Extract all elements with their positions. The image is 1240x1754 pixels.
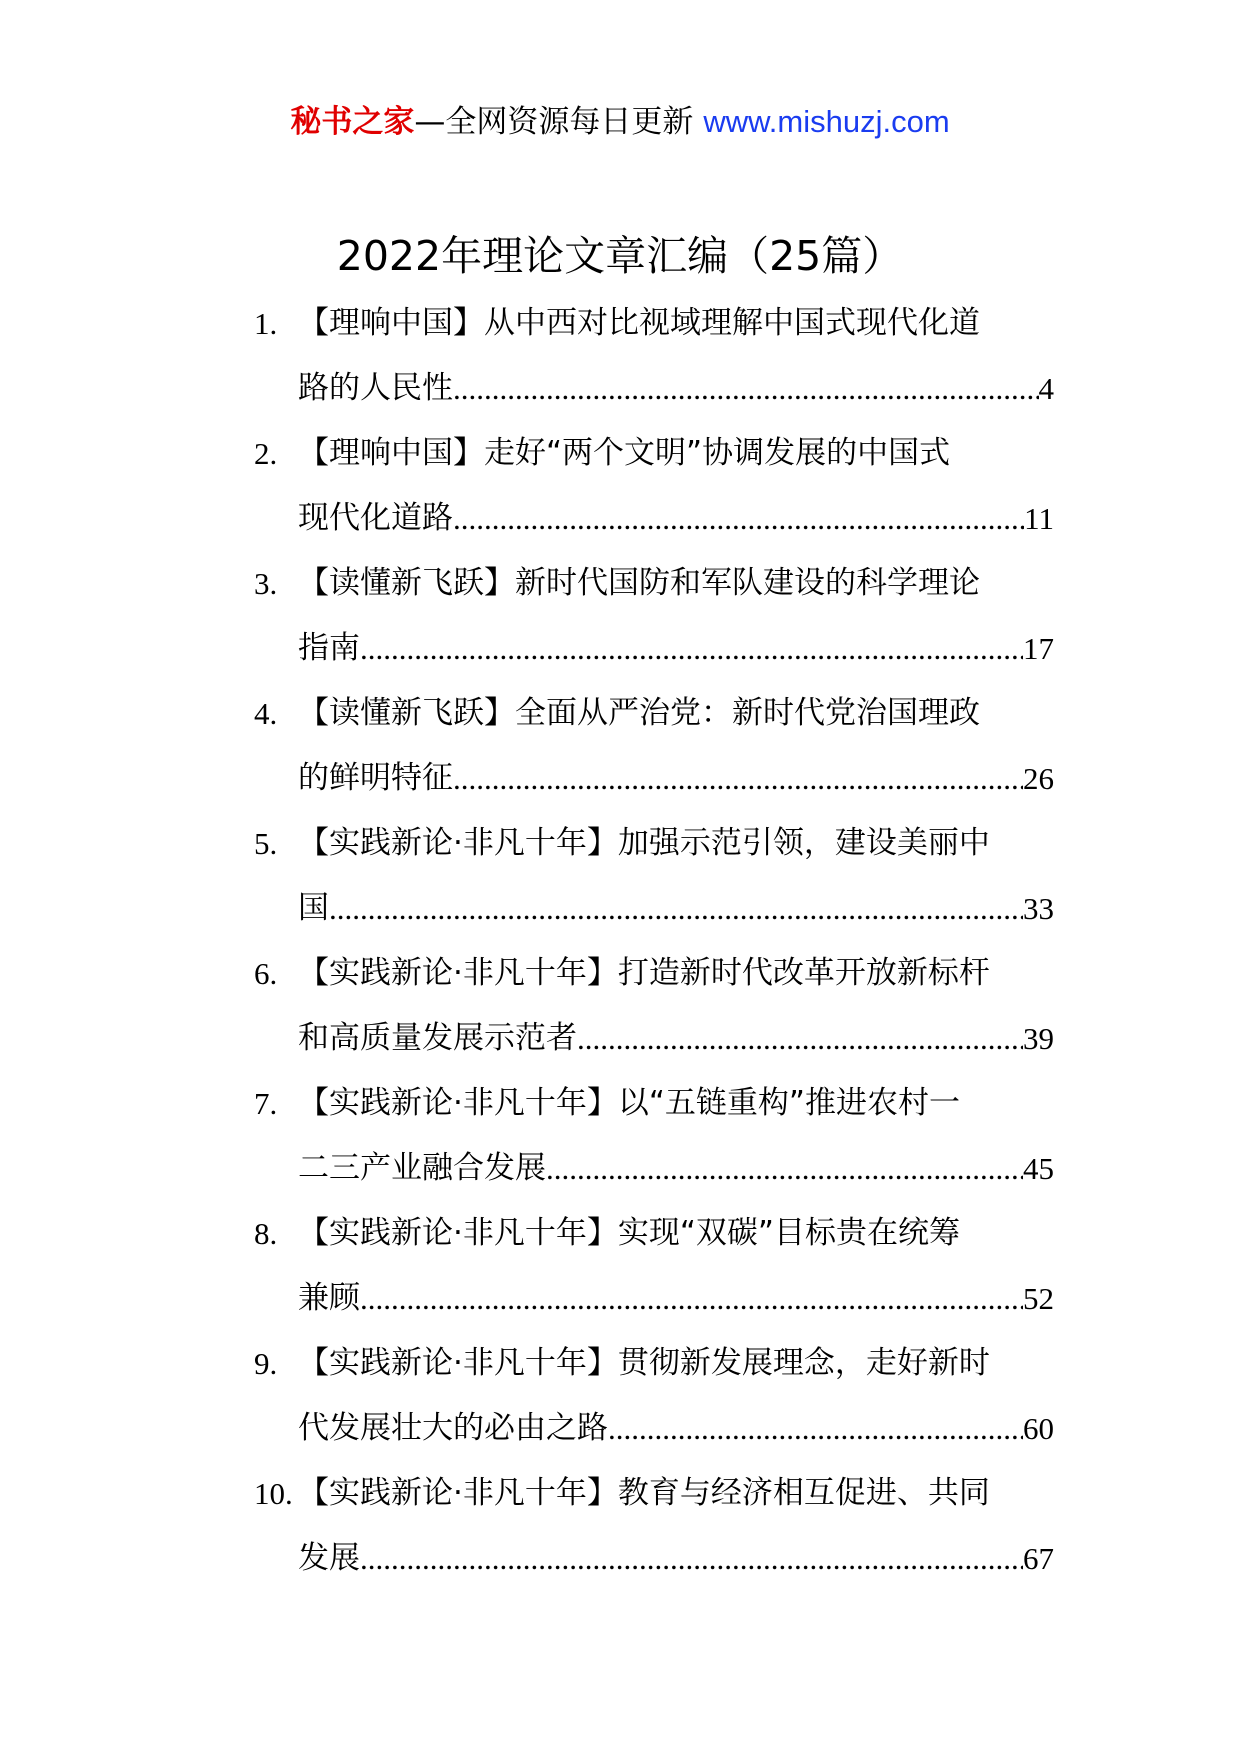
toc-entry[interactable]	[254, 1071, 1054, 1201]
toc-entry-number: 8.	[254, 1216, 278, 1251]
toc-entry-number: 5.	[254, 826, 278, 861]
toc-entry-title: 【实践新论·非凡十年】加强示范引领，建设美丽中	[298, 825, 990, 861]
toc-entry-title-continuation-row	[298, 616, 1054, 681]
toc-entry-page-number: 67	[1023, 1541, 1054, 1576]
toc-entry-number: 10.	[254, 1476, 293, 1511]
toc-entry-title: 【实践新论·非凡十年】教育与经济相互促进、共同	[298, 1475, 990, 1511]
toc-entry-page-number: 4	[1038, 371, 1054, 406]
toc-entry-page-number: 33	[1023, 891, 1054, 926]
dot-leader	[360, 1266, 1023, 1331]
toc-entry-title: 【读懂新飞跃】新时代国防和军队建设的科学理论	[298, 565, 980, 601]
toc-entry-number: 2.	[254, 436, 278, 471]
toc-entry[interactable]	[254, 551, 1054, 681]
toc-entry-title: 【实践新论·非凡十年】以“五链重构”推进农村一	[298, 1085, 960, 1121]
document-title: 2022年理论文章汇编（25篇）	[336, 232, 904, 280]
toc-entry-title-continuation: 路的人民性	[298, 370, 453, 406]
toc-entry-title-continuation-row	[298, 356, 1054, 421]
toc-entry[interactable]	[254, 1331, 1054, 1461]
toc-entry-number: 1.	[254, 306, 278, 341]
toc-entry-title-continuation: 代发展壮大的必由之路	[298, 1410, 608, 1446]
toc-entry-page-number: 60	[1023, 1411, 1054, 1446]
toc-entry-title: 【实践新论·非凡十年】贯彻新发展理念，走好新时	[298, 1345, 990, 1381]
toc-entry-number: 9.	[254, 1346, 278, 1381]
toc-entry-page-number: 39	[1023, 1021, 1054, 1056]
toc-entry-number: 7.	[254, 1086, 278, 1121]
toc-entry-page-number: 26	[1023, 761, 1054, 796]
toc-entry-title-continuation: 指南	[298, 630, 360, 666]
toc-entry[interactable]	[254, 291, 1054, 421]
dot-leader	[577, 1006, 1023, 1071]
toc-entry[interactable]	[254, 1461, 1054, 1591]
dot-leader	[546, 1136, 1023, 1201]
toc-entry-title-continuation: 国	[298, 890, 329, 926]
toc-entry[interactable]	[254, 421, 1054, 551]
site-slogan: —全网资源每日更新	[414, 104, 694, 140]
toc-entry-title: 【理响中国】走好“两个文明”协调发展的中国式	[298, 435, 951, 471]
dot-leader	[453, 486, 1024, 551]
dot-leader	[360, 1526, 1023, 1591]
dot-leader	[329, 876, 1023, 941]
toc-entry-title-continuation-row	[298, 1526, 1054, 1591]
toc-entry-title-continuation: 兼顾	[298, 1280, 360, 1316]
toc-entry-title-continuation: 现代化道路	[298, 500, 453, 536]
toc-entry[interactable]	[254, 1201, 1054, 1331]
toc-entry-page-number: 17	[1023, 631, 1054, 666]
toc-entry-title-continuation: 发展	[298, 1540, 360, 1576]
toc-entry-title-continuation-row	[298, 1396, 1054, 1461]
dot-leader	[608, 1396, 1023, 1461]
toc-entry-title-continuation-row	[298, 746, 1054, 811]
dot-leader	[453, 746, 1023, 811]
toc-entry-number: 6.	[254, 956, 278, 991]
toc-entry-page-number: 45	[1023, 1151, 1054, 1186]
toc-entry-title: 【读懂新飞跃】全面从严治党：新时代党治国理政	[298, 695, 980, 731]
toc-entry-title-continuation-row	[298, 1266, 1054, 1331]
toc-entry-title: 【实践新论·非凡十年】打造新时代改革开放新标杆	[298, 955, 990, 991]
toc-entry-title-continuation-row	[298, 1006, 1054, 1071]
toc-entry-page-number: 11	[1024, 501, 1054, 536]
brand-name: 秘书之家	[290, 104, 415, 140]
toc-entry-title-continuation-row	[298, 486, 1054, 551]
dot-leader	[360, 616, 1023, 681]
dot-leader	[453, 356, 1039, 421]
toc-entry[interactable]	[254, 681, 1054, 811]
toc-entry-title: 【理响中国】从中西对比视域理解中国式现代化道	[298, 305, 980, 341]
toc-entry-title-continuation: 的鲜明特征	[298, 760, 453, 796]
toc-entry-title-continuation-row	[298, 1136, 1054, 1201]
toc-entry-title: 【实践新论·非凡十年】实现“双碳”目标贵在统筹	[298, 1215, 960, 1251]
site-url-link[interactable]: www.mishuzj.com	[703, 104, 950, 139]
toc-entry-title-continuation: 二三产业融合发展	[298, 1150, 546, 1186]
toc-entry-number: 3.	[254, 566, 278, 601]
toc-entry-number: 4.	[254, 696, 278, 731]
toc-entry[interactable]	[254, 811, 1054, 941]
toc-entry-title-continuation-row	[298, 876, 1054, 941]
toc-entry[interactable]	[254, 941, 1054, 1071]
toc-entry-title-continuation: 和高质量发展示范者	[298, 1020, 577, 1056]
table-of-contents	[254, 291, 1054, 1591]
toc-entry-page-number: 52	[1023, 1281, 1054, 1316]
site-header	[0, 102, 1240, 142]
